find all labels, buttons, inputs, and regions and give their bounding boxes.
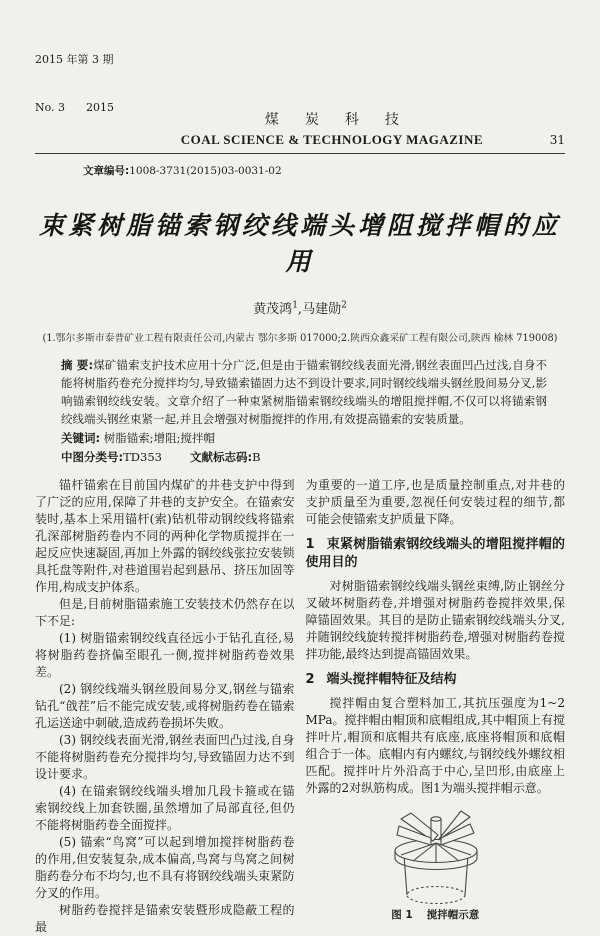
body-paragraph: 为重要的一道工序,也是质量控制重点,对井巷的支护质量至为重要,忽视任何安装过程的细节,都可能会使锚索支护质量下降。 [305,478,565,526]
section-1-title: 束紧树脂锚索钢绞线端头的增阻搅拌帽的使用目的 [305,537,565,570]
keywords-line [61,429,547,447]
journal-title-cn: 煤炭科技 [264,112,425,128]
article-id-line [83,163,565,178]
doc-code-value: B [252,450,261,464]
author-2-name: 马建勋 [302,302,342,317]
figure-1-caption [306,907,566,924]
issue-info [35,20,114,148]
body-paragraph: (3) 钢绞线表面光滑,钢丝表面凹凸过浅,自身不能将树脂药卷充分搅拌均匀,导致锚固力达不到设计要求。 [35,733,295,781]
clc-label: 中图分类号: [61,450,124,464]
left-column [35,477,295,936]
body-paragraph: (4) 在锚索钢绞线端头增加几段卡箍或在锚索钢绞线上加套铁圈,虽然增加了局部直径,但仍不能将树脂药卷全面搅拌。 [35,784,295,832]
abstract-text: 煤矿锚索支护技术应用十分广泛,但是由于锚索钢绞线表面光滑,钢丝表面凹凸过浅,自身不能将树脂药卷充分搅拌均匀,导致锚索锚固力达不到设计要求,同时钢绞线端头钢丝股间易分叉,影响锚索钢绞线安装。文章介绍了一种束紧树脂锚索钢绞线端头的增阻搅拌帽,不仅可以将锚索钢绞线端头钢丝束紧一起,并且会增强对树脂搅拌的作用,有效提高锚索的安装质量。 [61,358,547,426]
journal-title [114,109,550,148]
front-matter [61,356,547,466]
right-column [306,477,566,936]
section-1-heading [306,536,566,572]
clc-line [61,448,547,466]
body-paragraph: 树脂药卷搅拌是锚索安装暨形成隐蔽工程的最 [35,903,295,934]
keywords-label: 关键词: [61,431,101,445]
abstract [61,356,547,428]
section-2-heading [306,671,566,689]
clc-value: TD353 [123,450,162,464]
journal-title-en: COAL SCIENCE & TECHNOLOGY MAGAZINE [180,132,484,147]
paper-title: 束紧树脂锚索钢绞线端头增阻搅拌帽的应用 [38,211,561,276]
figure-1 [306,803,566,924]
keywords-text: 树脂锚索;增阻;搅拌帽 [103,431,216,445]
issue-en: No. 3 2015 [35,101,115,114]
body-paragraph: 锚杆锚索在目前国内煤矿的井巷支护中得到了广泛的应用,保障了井巷的支护安全。在锚索安装时,基本上采用锚杆(索)钻机带动钢绞线将锚索孔深部树脂药卷内不同的两种化学物质搅拌在一起反应快速凝固,再加上外露的钢绞线张拉安装锁具托盘等附件,对巷道围岩起到悬吊、挤压加固等作用,构成支护体系。 [35,478,295,594]
issue-cn: 2015 年第 3 期 [35,53,114,66]
section-2-number: 2 [305,672,315,687]
body-paragraph: (1) 树脂锚索钢绞线直径远小于钻孔直径,易将树脂药卷挤偏至眼孔一侧,搅拌树脂药卷效果差。 [35,631,295,679]
body-columns [35,477,565,936]
section-1-number: 1 [305,537,315,552]
body-paragraph: (5) 锚索“鸟窝”可以起到增加搅拌树脂药卷的作用,但安装复杂,成本偏高,鸟窝与鸟窝之间树脂药卷分布不均匀,也不具有将钢绞线端头束紧防分叉的作用。 [35,835,295,900]
author-1-superscript: 1 [292,300,298,311]
stirring-cap-figure [351,803,519,905]
body-paragraph: 搅拌帽由复合塑料加工,其抗压强度为1~2 MPa。搅拌帽由帽顶和底帽组成,其中帽顶上有搅拌叶片,帽顶和底帽共有底座,底座将帽顶和底帽组合于一体。底帽内有内螺纹,与钢绞线外螺纹相匹配。搅拌叶片外沿高于中心,呈凹形,由底座上外露的2对纵筋构成。图1为端头搅拌帽示意。 [305,696,565,795]
authors-line [35,298,565,317]
abstract-label: 摘 要: [61,358,94,372]
article-id-label: 文章编号: [83,165,130,177]
page-number: 31 [549,133,565,147]
section-2-title: 端头搅拌帽特征及结构 [326,672,457,687]
body-paragraph: (2) 钢绞线端头钢丝股间易分叉,钢丝与锚索钻孔“戗茬”后不能完成安装,或将树脂药卷在锚索孔运送途中刺破,造成药卷损坏失败。 [35,682,295,730]
affiliation: (1.鄂尔多斯市泰普矿业工程有限责任公司,内蒙古 鄂尔多斯 017000;2.陕西众鑫采矿工程有限公司,陕西 榆林 719008) [42,333,558,344]
author-2-superscript: 2 [341,300,347,311]
figure-1-caption-label: 图 1 [391,909,413,921]
article-id-value: 1008-3731(2015)03-0031-02 [129,165,282,177]
author-separator: , [297,302,303,317]
doc-code-label: 文献标志码: [189,450,253,464]
figure-1-caption-text: 搅拌帽示意 [426,909,480,921]
author-1-name: 黄茂鸿 [253,302,293,317]
body-paragraph: 对树脂锚索钢绞线端头钢丝束缚,防止钢丝分叉破坏树脂药卷,并增强对树脂药卷搅拌效果,保障锚固效果。其目的是防止锚索钢绞线端头分叉,并随钢绞线旋转搅拌树脂药卷,增强对树脂药卷搅拌功能,最终达到提高锚固效果。 [305,579,565,661]
page-header [35,20,565,154]
body-paragraph: 但是,目前树脂锚索施工安装技术仍然存在以下不足: [35,597,295,628]
